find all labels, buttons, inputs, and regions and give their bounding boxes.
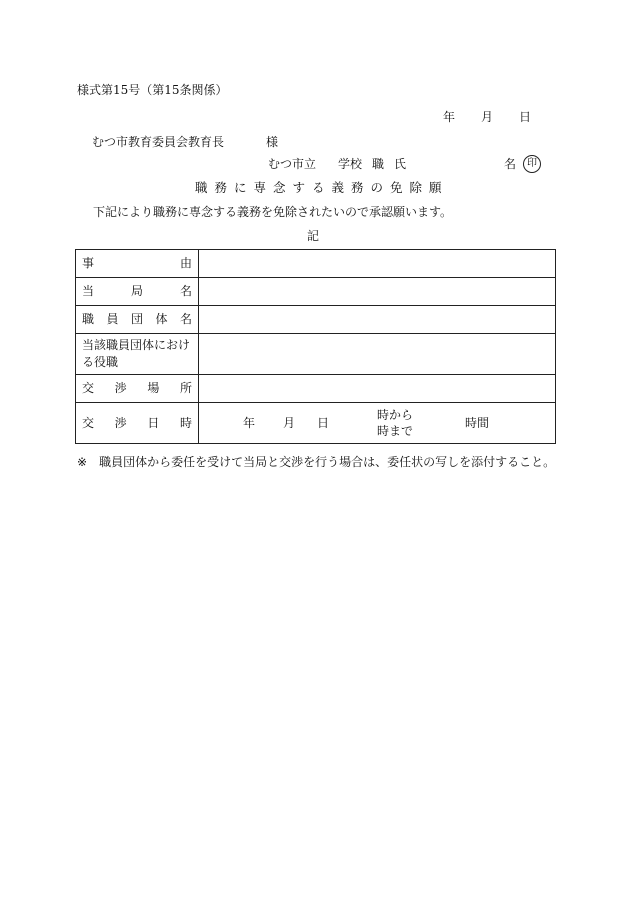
- form-number: 様式第15号（第15条関係）: [77, 83, 228, 97]
- label-char: 由: [179, 256, 192, 271]
- authority-field[interactable]: [199, 278, 556, 306]
- label-char: 交: [82, 381, 95, 396]
- applicant-position: 職: [372, 157, 385, 171]
- applicant-name-suffix: 名: [504, 157, 517, 171]
- row-label-union-name: [76, 306, 199, 334]
- label-char: 名: [179, 312, 192, 327]
- label-char: 日: [147, 415, 160, 430]
- table-row-union-name: [76, 306, 556, 334]
- document-title: 職務に専念する義務の免除願: [195, 180, 449, 195]
- row-label-union-position: 当該職員団体における役職: [76, 334, 199, 375]
- applicant-name-label: 氏: [394, 157, 407, 171]
- seal-mark: 印: [523, 155, 541, 173]
- label-char: 員: [106, 312, 119, 327]
- date-month: 月: [481, 110, 494, 124]
- table-row-negotiation-datetime: [76, 403, 556, 444]
- label-char: 職: [82, 312, 95, 327]
- datetime-from: 時から: [377, 408, 414, 422]
- datetime-hours: 時間: [465, 416, 490, 430]
- addressee-honorific: 様: [266, 135, 279, 149]
- datetime-day: 日: [317, 416, 330, 430]
- note-mark: ※: [77, 455, 88, 469]
- union-position-field[interactable]: [199, 334, 556, 375]
- datetime-month: 月: [283, 416, 296, 430]
- body-text: 下記により職務に専念する義務を免除されたいので承認願います。: [93, 205, 453, 219]
- table-row-union-position: [76, 334, 556, 375]
- application-table: [75, 249, 556, 444]
- label-char: 渉: [114, 381, 127, 396]
- label-char: 名: [179, 284, 192, 299]
- negotiation-place-field[interactable]: [199, 375, 556, 403]
- addressee: [92, 136, 278, 148]
- label-char: 団: [130, 312, 143, 327]
- datetime-year: 年: [243, 416, 256, 430]
- row-label-authority: [76, 278, 199, 306]
- table-row-authority: [76, 278, 556, 306]
- row-label-negotiation-datetime: [76, 403, 199, 444]
- label-char: 局: [130, 284, 143, 299]
- addressee-name: むつ市教育委員会教育長: [92, 135, 225, 149]
- label-char: 当: [82, 284, 95, 299]
- footnote: [77, 456, 555, 468]
- applicant-line: [268, 158, 406, 170]
- label-char: 事: [82, 256, 95, 271]
- negotiation-datetime-field[interactable]: [199, 403, 556, 444]
- table-row-reason: [76, 250, 556, 278]
- row-label-negotiation-place: [76, 375, 199, 403]
- applicant-city: むつ市立: [268, 157, 317, 171]
- applicant-school: 学校: [338, 157, 363, 171]
- date-day: 日: [519, 110, 532, 124]
- row-label-reason: [76, 250, 199, 278]
- reason-field[interactable]: [199, 250, 556, 278]
- datetime-until: 時まで: [377, 424, 414, 438]
- label-char: 交: [82, 415, 95, 430]
- union-name-field[interactable]: [199, 306, 556, 334]
- ki-heading: 記: [307, 229, 320, 243]
- note-text: 職員団体から委任を受けて当局と交渉を行う場合は、委任状の写しを添付すること。: [99, 455, 556, 469]
- date-year: 年: [443, 110, 456, 124]
- label-char: 場: [147, 381, 160, 396]
- date-line: [443, 111, 531, 123]
- table-row-negotiation-place: [76, 375, 556, 403]
- label-char: 体: [155, 312, 168, 327]
- label-char: 時: [179, 415, 192, 430]
- label-char: 所: [179, 381, 192, 396]
- label-char: 渉: [114, 415, 127, 430]
